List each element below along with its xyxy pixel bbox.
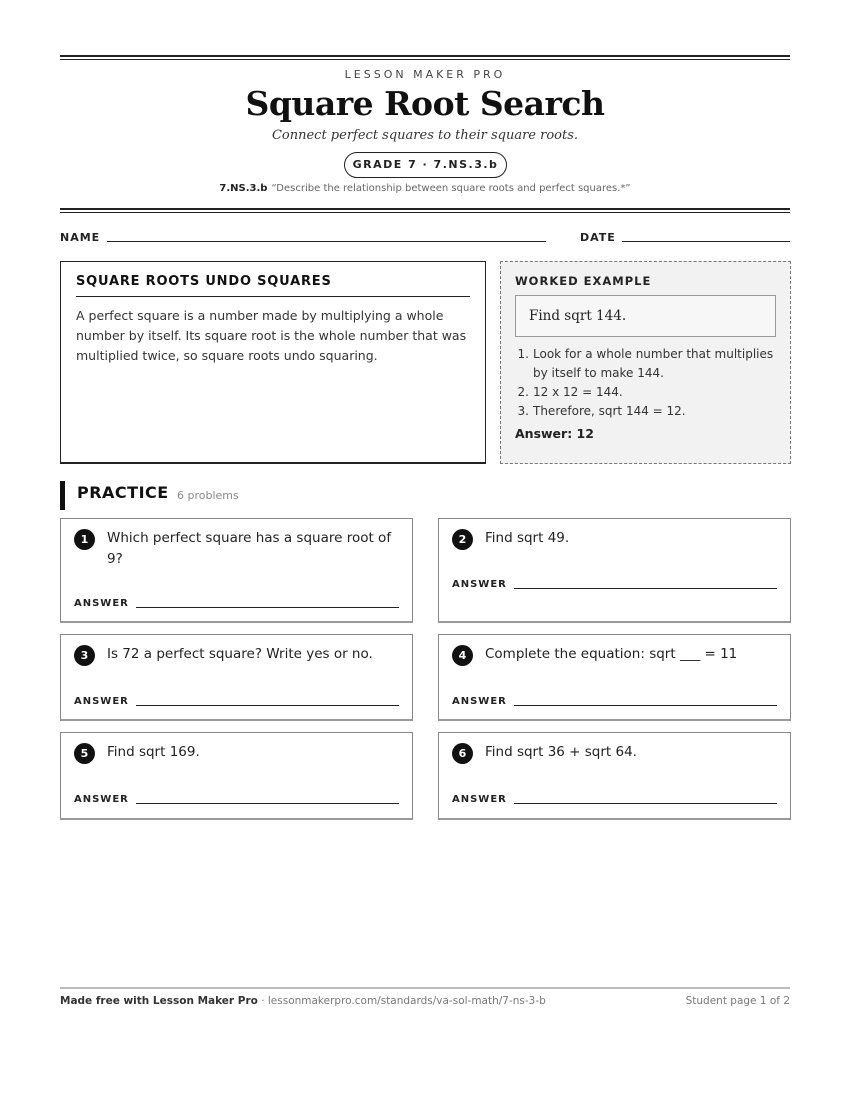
answer-label: ANSWER xyxy=(74,598,129,609)
problem-card-3 xyxy=(60,634,413,721)
concept-box xyxy=(60,261,486,464)
problem-text: Find sqrt 169. xyxy=(107,744,200,760)
practice-accent-bar xyxy=(60,481,65,510)
date-label: DATE xyxy=(580,231,616,244)
worked-example-step xyxy=(515,402,776,421)
worksheet-subtitle: Connect perfect squares to their square roots. xyxy=(271,128,579,143)
step-number: 3. xyxy=(517,404,529,418)
name-label: NAME xyxy=(60,231,101,244)
step-text: Look for a whole number that multiplies by itself to make 144. xyxy=(533,347,774,380)
grade-badge: GRADE 7 · 7.NS.3.b xyxy=(344,152,507,178)
worked-example-problem: Find sqrt 144. xyxy=(515,295,776,337)
answer-field[interactable] xyxy=(514,803,777,804)
problem-number-badge: 6 xyxy=(452,743,473,764)
practice-count: 6 problems xyxy=(177,489,239,502)
problem-text: Find sqrt 49. xyxy=(485,530,570,546)
problem-number-badge: 2 xyxy=(452,529,473,550)
problem-text: Find sqrt 36 + sqrt 64. xyxy=(485,744,637,760)
worksheet-title: Square Root Search xyxy=(245,84,605,123)
problem-card-6 xyxy=(438,732,791,820)
answer-field[interactable] xyxy=(514,705,777,706)
brand-name: LESSON MAKER PRO xyxy=(344,68,506,81)
problem-card-2 xyxy=(438,518,791,623)
answer-label: ANSWER xyxy=(452,696,507,707)
worked-example-step xyxy=(515,383,776,402)
standard-description: “Describe the relationship between square roots and perfect squares.*” xyxy=(271,183,631,194)
worked-example-box xyxy=(500,261,791,464)
problem-card-1 xyxy=(60,518,413,623)
answer-field[interactable] xyxy=(136,607,399,608)
top-double-rule xyxy=(60,55,790,60)
standard-code: 7.NS.3.b xyxy=(219,183,268,194)
date-field[interactable] xyxy=(622,241,790,242)
answer-label: ANSWER xyxy=(452,579,507,590)
concept-title: SQUARE ROOTS UNDO SQUARES xyxy=(76,274,470,297)
worked-example-steps xyxy=(515,345,776,421)
footer-rule xyxy=(60,987,790,989)
footer-page-number: Student page 1 of 2 xyxy=(685,995,790,1007)
answer-label: ANSWER xyxy=(452,794,507,805)
problem-number-badge: 3 xyxy=(74,645,95,666)
step-text: 12 x 12 = 144. xyxy=(533,385,623,399)
practice-title: PRACTICE xyxy=(77,483,169,502)
problem-number-badge: 4 xyxy=(452,645,473,666)
step-text: Therefore, sqrt 144 = 12. xyxy=(533,404,686,418)
worked-example-step xyxy=(515,345,776,383)
step-number: 1. xyxy=(517,347,529,361)
concept-body: A perfect square is a number made by multiplying a whole number by itself. Its square root is the whole number that was multiplied twice, so square roots undo squaring. xyxy=(76,308,467,363)
step-number: 2. xyxy=(517,385,529,399)
worked-example-answer: Answer: 12 xyxy=(515,426,594,441)
worked-example-title: WORKED EXAMPLE xyxy=(515,274,652,288)
problem-text: Is 72 a perfect square? Write yes or no. xyxy=(107,646,373,662)
standard-line xyxy=(60,183,790,194)
problem-number-badge: 5 xyxy=(74,743,95,764)
problem-text: Complete the equation: sqrt ___ = 11 xyxy=(485,646,738,662)
answer-label: ANSWER xyxy=(74,794,129,805)
problem-card-5 xyxy=(60,732,413,820)
footer-credit xyxy=(60,995,546,1007)
problem-card-4 xyxy=(438,634,791,721)
problem-number-badge: 1 xyxy=(74,529,95,550)
answer-field[interactable] xyxy=(136,705,399,706)
footer-url[interactable]: · lessonmakerpro.com/standards/va-sol-math/7-ns-3-b xyxy=(257,995,546,1007)
name-field[interactable] xyxy=(107,241,546,242)
answer-label: ANSWER xyxy=(74,696,129,707)
header-bottom-double-rule xyxy=(60,208,790,213)
answer-field[interactable] xyxy=(136,803,399,804)
problem-text: Which perfect square has a square root of 9? xyxy=(107,530,392,567)
answer-field[interactable] xyxy=(514,588,777,589)
footer-made-with: Made free with Lesson Maker Pro xyxy=(60,995,258,1007)
